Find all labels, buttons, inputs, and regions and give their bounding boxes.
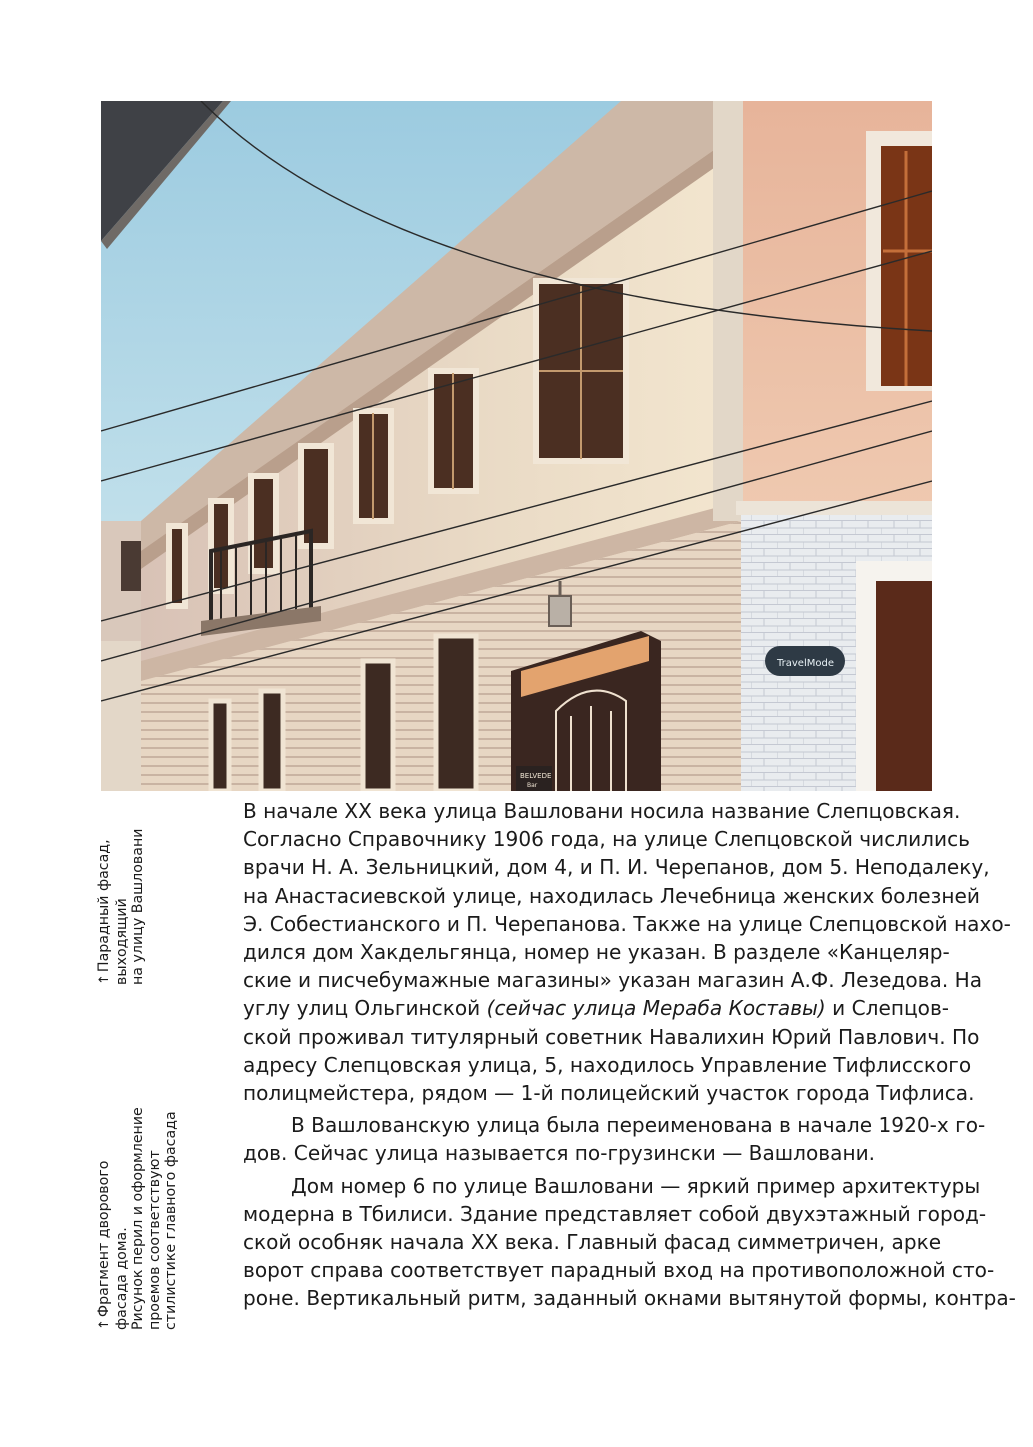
caption-facade-line-1: ↑Парадный фасад, bbox=[96, 839, 112, 985]
text-line: роне. Вертикальный ритм, заданный окнами вытянутой формы, контра- bbox=[243, 1286, 1016, 1311]
caption-courtyard-line-4: проемов соответствуют bbox=[146, 1150, 163, 1330]
travelmode-sign-text: TravelMode bbox=[777, 658, 834, 669]
text-line: Согласно Справочнику 1906 года, на улице Слепцовской числились bbox=[243, 827, 970, 852]
caption-facade bbox=[96, 829, 147, 985]
caption-courtyard-line-3: Рисунок перил и оформление bbox=[130, 1107, 147, 1330]
text-line: Э. Собестианского и П. Черепанова. Также на улице Слепцовской нахо- bbox=[243, 911, 1011, 936]
paragraph-1 bbox=[243, 797, 1011, 1107]
text-line: ской проживал титулярный советник Навалихин Юрий Павлович. По bbox=[243, 1024, 980, 1049]
text-line: ской особняк начала XX века. Главный фасад симметричен, арке bbox=[243, 1230, 942, 1255]
article-body bbox=[243, 797, 1016, 1313]
text-line: В начале XX века улица Вашловани носила название Слепцовская. bbox=[243, 799, 961, 823]
text-line: адресу Слепцовская улица, 5, находилось Управление Тифлисского bbox=[243, 1052, 972, 1077]
caption-facade-line-3: на улицу Вашловани bbox=[130, 828, 147, 985]
text-line: дов. Сейчас улица называется по-грузински — Вашловани. bbox=[243, 1141, 876, 1166]
caption-courtyard-line-2: фасада дома. bbox=[113, 1227, 130, 1330]
belvedere-sign-bar: Bar bbox=[527, 782, 538, 789]
text-line: дился дом Хакдельгянца, номер не указан. В разделе «Канцеляр- bbox=[243, 940, 950, 965]
building-illustration bbox=[101, 101, 932, 791]
text-line: углу улиц Ольгинской (сейчас улица Мераба Коставы) и Слепцов- bbox=[243, 996, 950, 1021]
text-line: модерна в Тбилиси. Здание представляет собой двухэтажный город- bbox=[243, 1201, 987, 1226]
text-line: ворот справа соответствует парадный вход на противоположной сто- bbox=[243, 1258, 995, 1283]
caption-courtyard-line-1: ↑Фрагмент дворового bbox=[96, 1160, 112, 1330]
text-line: врачи Н. А. Зельницкий, дом 4, и П. И. Черепанов, дом 5. Неподалеку, bbox=[243, 855, 990, 880]
paragraph-2 bbox=[243, 1111, 986, 1167]
caption-courtyard-line-5: стилистике главного фасада bbox=[163, 1111, 180, 1330]
text-line: на Анастасиевской улице, находилась Лечебница женских болезней bbox=[243, 883, 980, 908]
text-line: В Вашлованскую улица была переименована в начале 1920-х го- bbox=[291, 1113, 986, 1138]
caption-courtyard bbox=[96, 1107, 180, 1330]
caption-facade-line-2: выходящий bbox=[113, 898, 130, 985]
text-line: ские и писчебумажные магазины» указан магазин А.Ф. Лезедова. На bbox=[243, 968, 983, 993]
arrow-up-icon: ↑ bbox=[97, 974, 112, 985]
arrow-up-icon: ↑ bbox=[97, 1319, 112, 1330]
italic-note: (сейчас улица Мераба Коставы) bbox=[486, 996, 826, 1021]
belvedere-sign-text: BELVEDE bbox=[520, 772, 552, 780]
paragraph-3 bbox=[243, 1172, 1016, 1313]
text-line: полицмейстера, рядом — 1-й полицейский участок города Тифлиса. bbox=[243, 1081, 975, 1106]
building-photo bbox=[101, 101, 932, 791]
text-line: Дом номер 6 по улице Вашловани — яркий пример архитектуры bbox=[291, 1173, 981, 1198]
